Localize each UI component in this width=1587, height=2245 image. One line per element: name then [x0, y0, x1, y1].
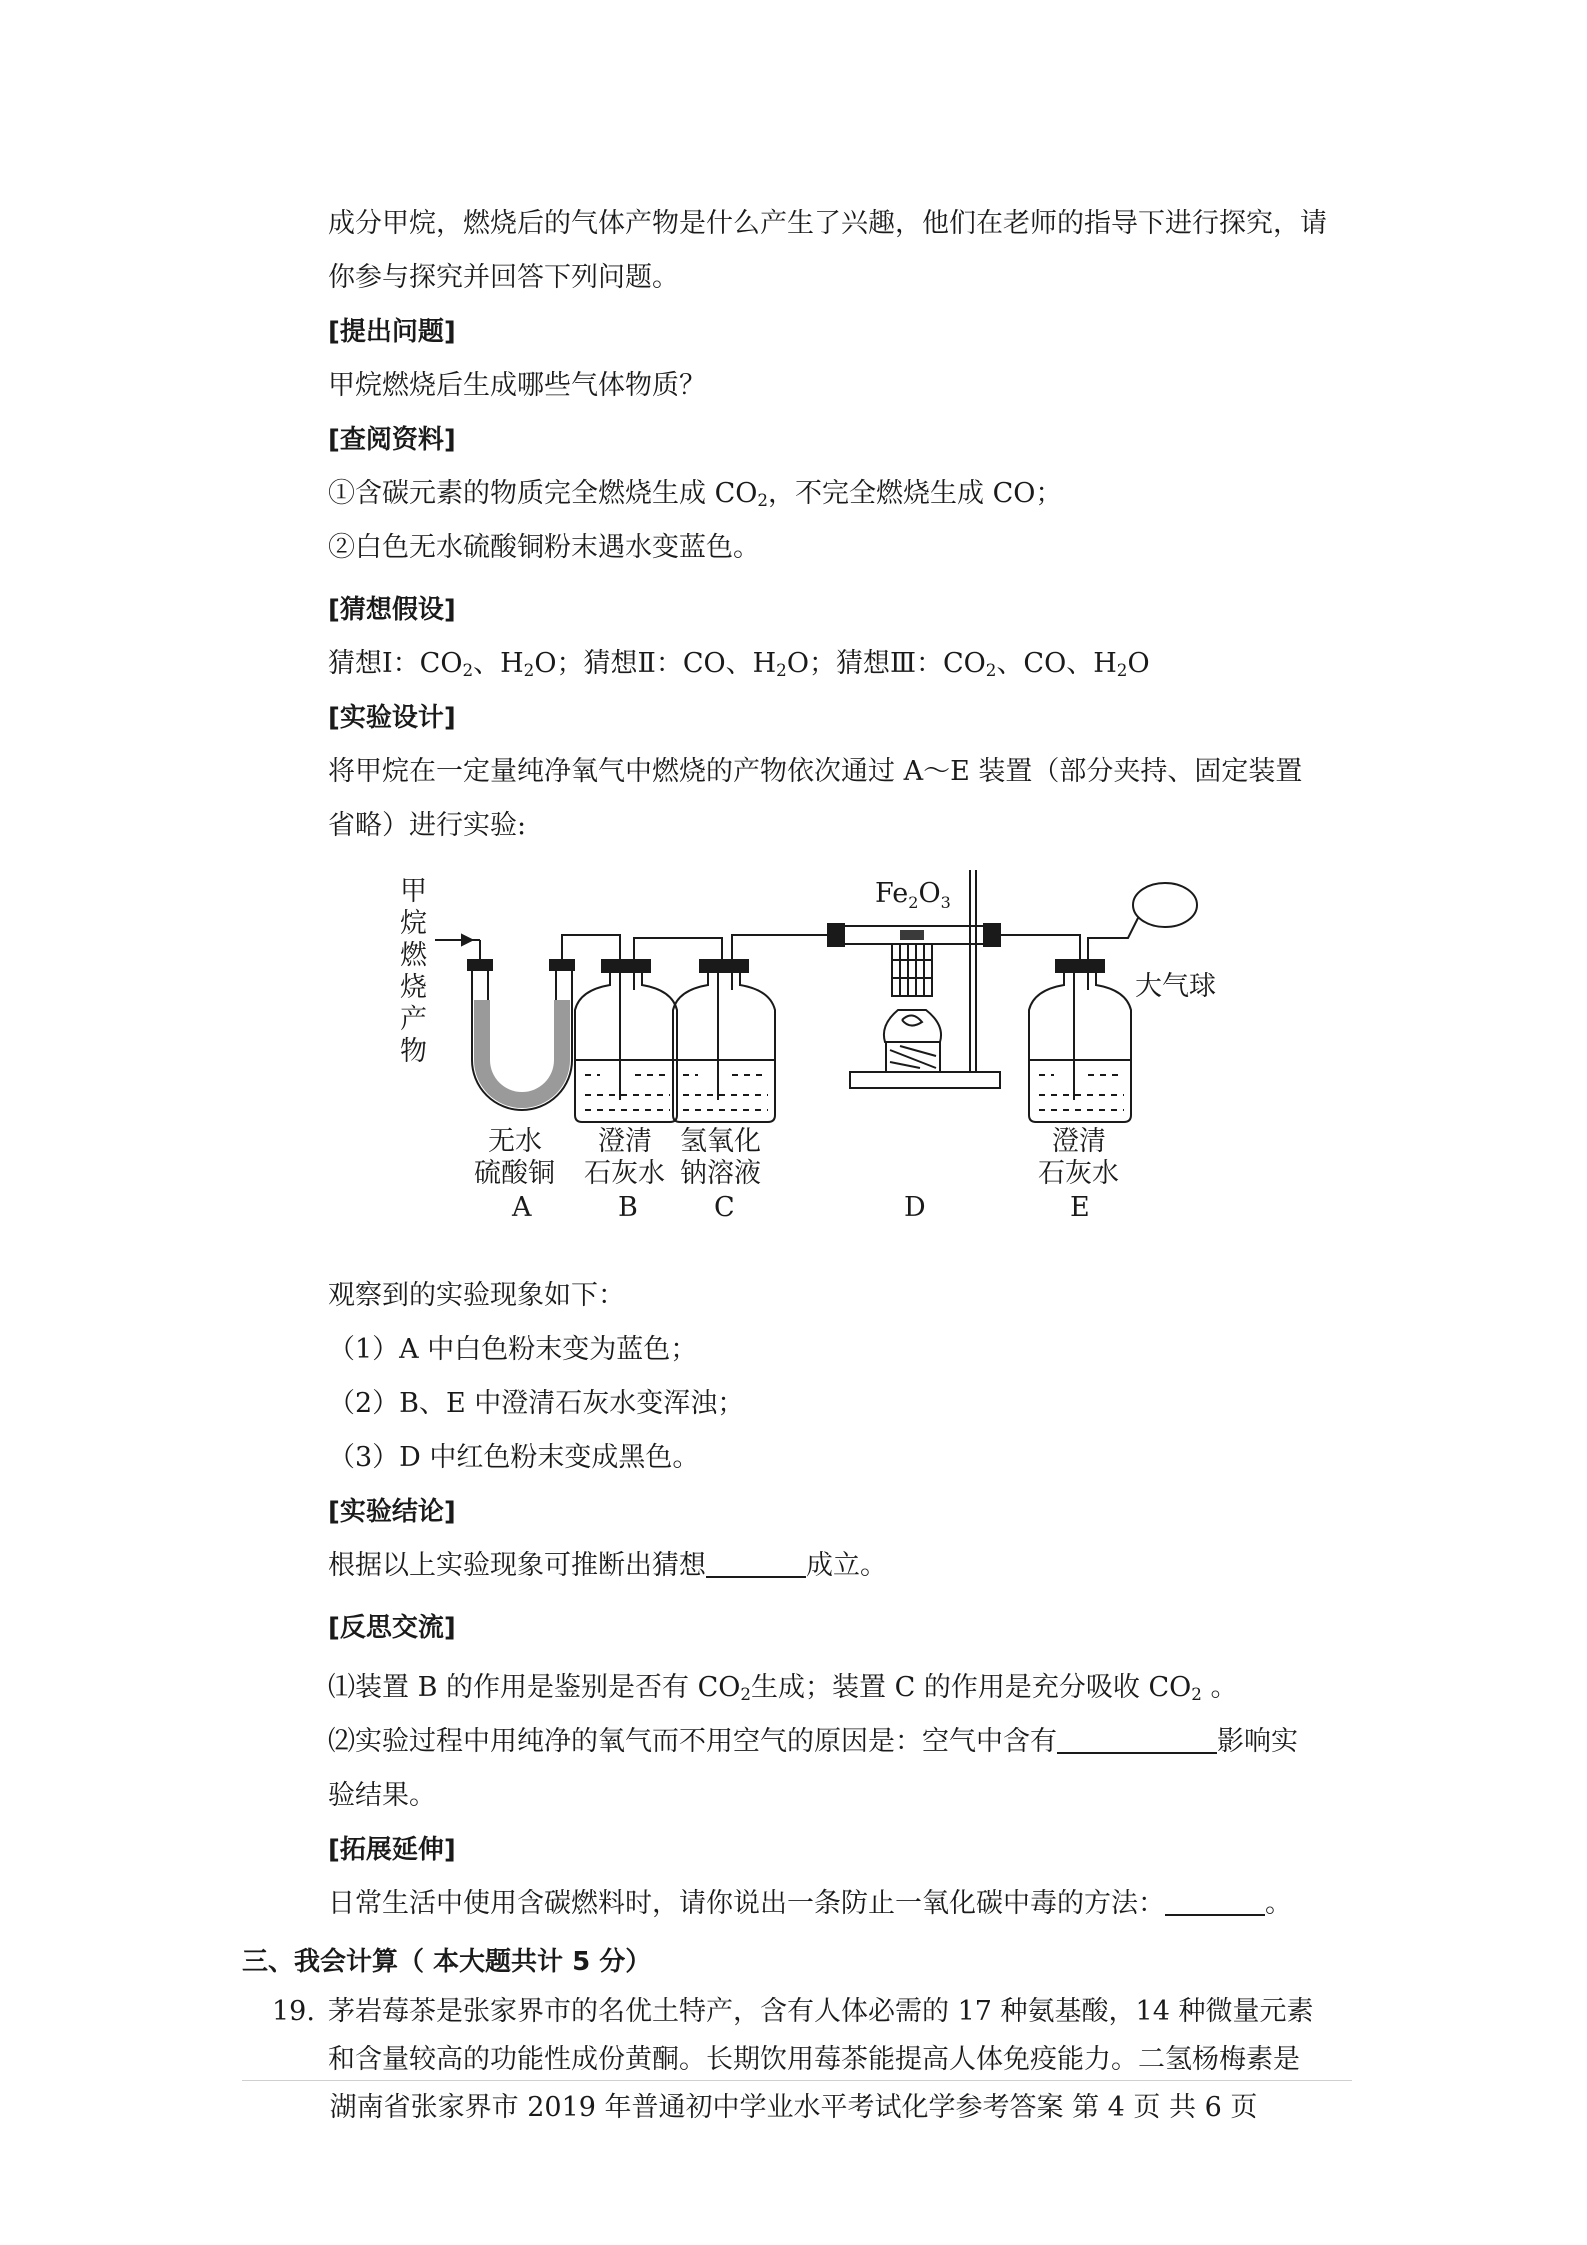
- refs-item-2: ②白色无水硫酸铜粉末遇水变蓝色。: [328, 532, 760, 563]
- answer-blank-method[interactable]: [1165, 1888, 1265, 1916]
- extend-text: 日常生活中使用含碳燃料时，请你说出一条防止一氧化碳中毒的方法： 。: [328, 1888, 1292, 1919]
- combustion-tube-d: [828, 870, 1080, 1088]
- obs-intro: 观察到的实验现象如下：: [328, 1280, 625, 1311]
- ask-heading: [提出问题]: [328, 317, 456, 347]
- intro-line-1: 成分甲烷，燃烧后的气体产物是什么产生了兴趣，他们在老师的指导下进行探究，请: [328, 208, 1327, 239]
- hyp-heading: [猜想假设]: [328, 595, 456, 625]
- answer-blank-air[interactable]: [1057, 1726, 1217, 1754]
- obs-item-3: （3）D 中红色粉末变成黑色。: [328, 1442, 700, 1473]
- c-label-2: 钠溶液: [680, 1158, 761, 1189]
- reflect-item-2: ⑵实验过程中用纯净的氧气而不用空气的原因是：空气中含有 影响实: [328, 1726, 1298, 1757]
- inlet-label-6: 物: [400, 1036, 427, 1067]
- copper-sulfate-powder: [474, 1000, 570, 1108]
- design-line-1: 将甲烷在一定量纯净氧气中燃烧的产物依次通过 A～E 装置（部分夹持、固定装置: [328, 756, 1303, 787]
- fe2o3-powder: [900, 930, 924, 940]
- inlet-label-2: 烷: [400, 908, 427, 939]
- balloon: [1133, 883, 1197, 927]
- obs-item-2: （2）B、E 中澄清石灰水变浑浊；: [328, 1388, 745, 1419]
- refs-item-1: ①含碳元素的物质完全燃烧生成 $CO_2$，不完全燃烧生成 CO；: [328, 478, 1063, 511]
- u-tube-a: [468, 935, 612, 1110]
- intro-line-2: 你参与探究并回答下列问题。: [328, 262, 679, 293]
- answer-blank-hypothesis[interactable]: [706, 1550, 806, 1578]
- apparatus-diagram: [380, 860, 1240, 1220]
- letter-c: C: [714, 1192, 735, 1220]
- letter-b: B: [618, 1192, 638, 1220]
- design-line-2: 省略）进行实验:: [328, 810, 527, 841]
- q19-line-1: 茅岩莓茶是张家界市的名优土特产，含有人体必需的 17 种氨基酸，14 种微量元素: [328, 1996, 1314, 2027]
- reflect-item-2-cont: 验结果。: [328, 1780, 436, 1811]
- e-label-1: 澄清: [1052, 1126, 1106, 1157]
- ask-text: 甲烷燃烧后生成哪些气体物质？: [328, 370, 706, 401]
- b-label-2: 石灰水: [584, 1158, 665, 1189]
- bottle-e: [1029, 918, 1138, 1122]
- footer-divider: [242, 2080, 1352, 2081]
- c-label-1: 氢氧化: [680, 1126, 761, 1157]
- letter-e: E: [1070, 1192, 1090, 1220]
- extend-heading: [拓展延伸]: [328, 1835, 456, 1865]
- inlet-label-3: 燃: [400, 940, 427, 971]
- hyp-line: 猜想Ⅰ：$CO_2$、$H_2O$；猜想Ⅱ：CO、$H_2O$；猜想Ⅲ：$CO_2$、CO、$H_2O$: [328, 648, 1150, 681]
- design-heading: [实验设计]: [328, 703, 456, 733]
- refs-heading: [查阅资料]: [328, 425, 456, 455]
- concl-heading: [实验结论]: [328, 1497, 456, 1527]
- concl-text: 根据以上实验现象可推断出猜想 成立。: [328, 1550, 887, 1581]
- inlet-label-4: 烧: [400, 972, 427, 1003]
- balloon-label: 大气球: [1135, 971, 1216, 1002]
- a-label-2: 硫酸铜: [474, 1158, 555, 1189]
- q19-number: 19.: [272, 1996, 315, 2027]
- letter-d: D: [904, 1192, 926, 1220]
- obs-item-1: （1）A 中白色粉末变为蓝色；: [328, 1334, 698, 1365]
- reflect-item-1: ⑴装置 B 的作用是鉴别是否有 $CO_2$生成；装置 C 的作用是充分吸收 $CO_2$ 。: [328, 1672, 1238, 1705]
- inlet-label-1: 甲: [400, 876, 427, 907]
- fe2o3-label: $Fe_2O_3$: [875, 878, 951, 912]
- page-footer: 湖南省张家界市 2019 年普通初中学业水平考试化学参考答案 第 4 页 共 6 页: [329, 2092, 1258, 2123]
- letter-a: A: [512, 1192, 532, 1220]
- inlet-arrowhead: [462, 935, 472, 945]
- b-label-1: 澄清: [598, 1126, 652, 1157]
- q19-line-2: 和含量较高的功能性成份黄酮。长期饮用莓茶能提高人体免疫能力。二氢杨梅素是: [328, 2044, 1300, 2075]
- a-label-1: 无水: [488, 1126, 542, 1157]
- section-3-title: 三、我会计算（ 本大题共计 5 分）: [242, 1947, 652, 1977]
- e-label-2: 石灰水: [1038, 1158, 1119, 1189]
- inlet-label-5: 产: [400, 1004, 427, 1035]
- bottle-c: [673, 935, 830, 1122]
- reflect-heading: [反思交流]: [328, 1613, 456, 1643]
